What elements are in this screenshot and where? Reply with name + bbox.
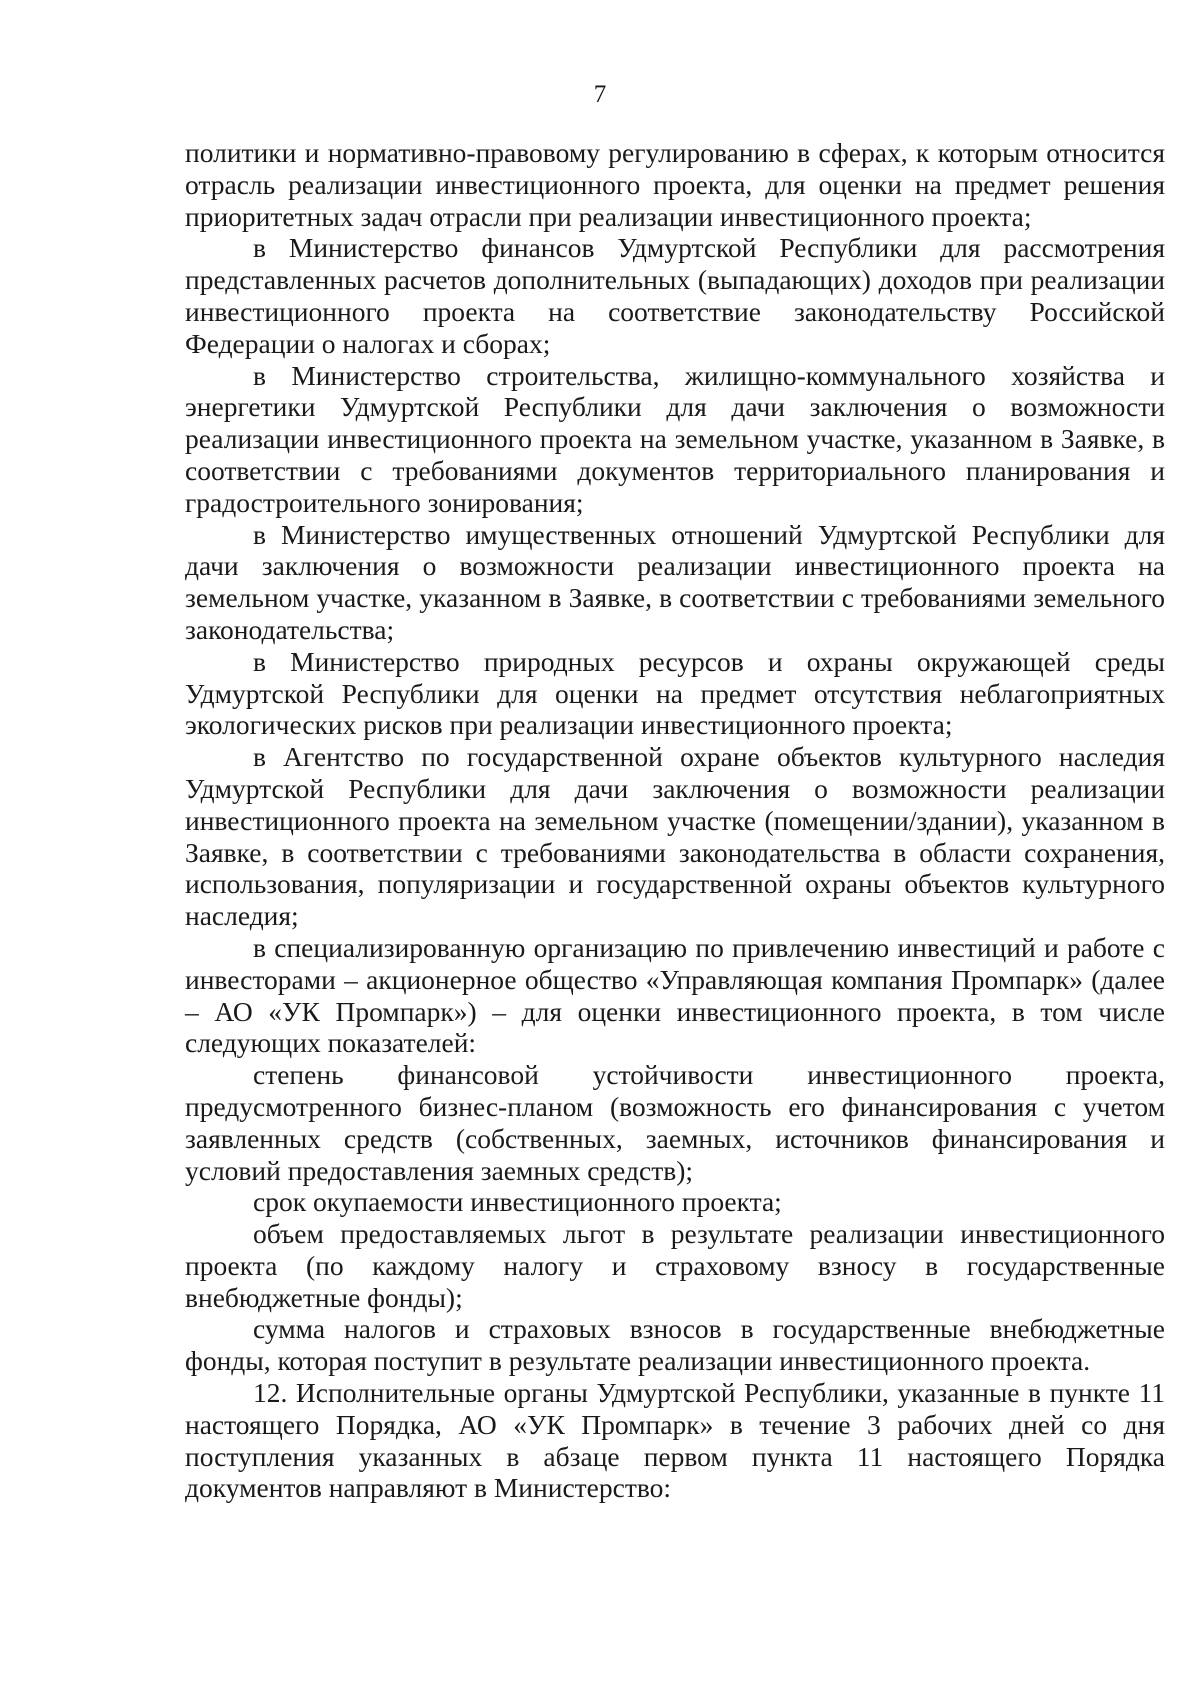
paragraph-ministry-property: в Министерство имущественных отношений Удмуртской Республики для дачи заключения о возможности реализации инвестиционного проекта на земельном участке, указанном в Заявке, в соответствии с требованиями земельного законодательства; [185, 518, 1165, 645]
paragraph-specialized-organization: в специализированную организацию по привлечению инвестиций и работе с инвесторами – акционерное общество «Управляющая компания Промпарк» (далее – АО «УК Промпарк») – для оценки инвестиционного проекта, в том числе следующих показателей: [185, 931, 1165, 1059]
paragraph-indicator-financial-stability: степень финансовой устойчивости инвестиционного проекта, предусмотренного бизнес-планом (возможность его финансирования с учетом заявленных средств (собственных, заемных, источников финансирования и условий предоставления заемных средств); [185, 1059, 1165, 1186]
page-number: 7 [593, 81, 607, 108]
paragraph-indicator-benefits-volume: объем предоставляемых льгот в результате реализации инвестиционного проекта (по каждому налогу и страховому взносу в государственные внебюджетные фонды); [185, 1218, 1165, 1313]
paragraph-cultural-heritage-agency: в Агентство по государственной охране объектов культурного наследия Удмуртской Республики для дачи заключения о возможности реализации инвестиционного проекта на земельном участке (помещении/здании), указанном в Заявке, в соответствии с требованиями законодательства в области сохранения, использования, популяризации и государственной охраны объектов культурного наследия; [185, 741, 1165, 932]
paragraph-ministry-construction: в Министерство строительства, жилищно-коммунального хозяйства и энергетики Удмуртской Республики для дачи заключения о возможности реализации инвестиционного проекта на земельном участке, указанном в Заявке, в соответствии с требованиями документов территориального планирования и градостроительного зонирования; [185, 359, 1165, 518]
document-body [185, 137, 1165, 1504]
paragraph-indicator-payback-period: срок окупаемости инвестиционного проекта; [253, 1186, 782, 1218]
paragraph-ministry-scope-continuation: политики и нормативно-правовому регулированию в сферах, к которым относится отрасль реализации инвестиционного проекта, для оценки на предмет решения приоритетных задач отрасли при реализации инвестиционного проекта; [185, 137, 1165, 232]
paragraph-ministry-finance: в Министерство финансов Удмуртской Республики для рассмотрения представленных расчетов дополнительных (выпадающих) доходов при реализации инвестиционного проекта на соответствие законодательству Российской Федерации о налогах и сборах; [185, 232, 1165, 359]
paragraph-clause-12: 12. Исполнительные органы Удмуртской Республики, указанные в пункте 11 настоящего Порядка, АО «УК Промпарк» в течение 3 рабочих дней со дня поступления указанных в абзаце первом пункта 11 настоящего Порядка документов направляют в Министерство: [185, 1377, 1165, 1504]
paragraph-ministry-natural-resources: в Министерство природных ресурсов и охраны окружающей среды Удмуртской Республики для оценки на предмет отсутствия неблагоприятных экологических рисков при реализации инвестиционного проекта; [185, 645, 1165, 741]
paragraph-indicator-taxes-sum: сумма налогов и страховых взносов в государственные внебюджетные фонды, которая поступит в результате реализации инвестиционного проекта. [185, 1313, 1165, 1377]
